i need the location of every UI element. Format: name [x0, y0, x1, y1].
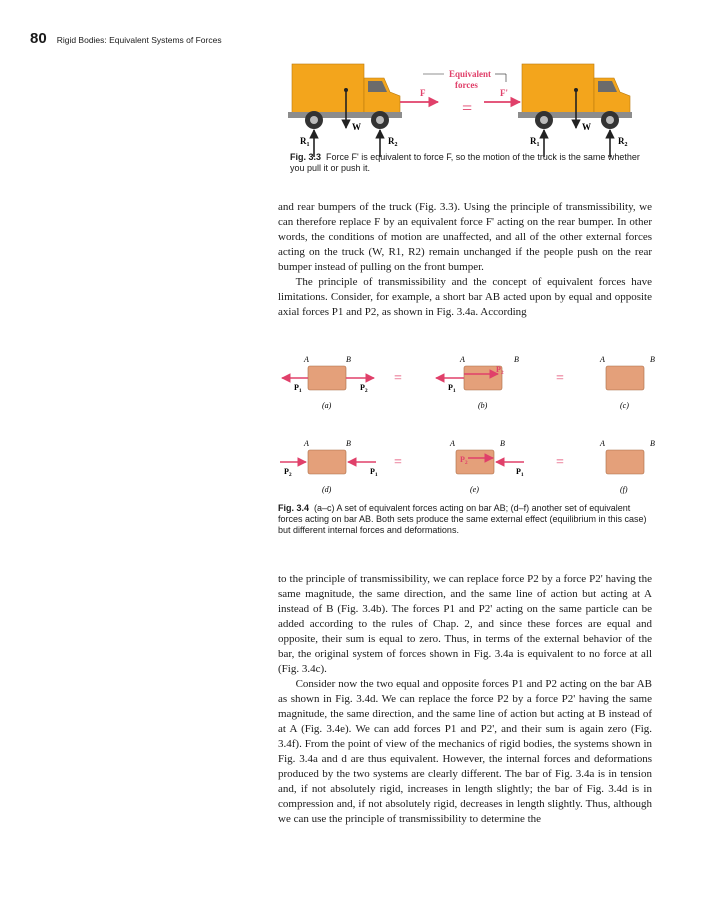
label-P2-a: $P_2$	[360, 383, 368, 394]
caption-label-3-4: Fig. 3.4	[278, 503, 310, 513]
equivalent-label: Equivalent	[449, 69, 492, 79]
truck-right	[518, 64, 632, 129]
bar-a	[282, 355, 374, 410]
text-block-1	[278, 200, 652, 320]
paragraph-1: and rear bumpers of the truck (Fig. 3.3). Using the principle of transmissibility, we can therefore replace F by an equivalent force F' acting on the rear bumper. In other words, the conditions of motion are unaffected, and all of the other external forces acting on the truck (W, R1, R2) remain unchanged if the people push on the rear bumper instead of pulling on the front bumper.	[278, 201, 652, 273]
label-B-b: B	[514, 355, 519, 364]
label-P2prime-e: $P_2$	[460, 455, 468, 466]
label-B-d: B	[346, 439, 351, 448]
forces-label: forces	[455, 80, 478, 90]
equals-sign-fig33: =	[462, 98, 473, 118]
text-block-2	[278, 572, 652, 827]
paragraph-2: The principle of transmissibility and the concept of equivalent forces have limitations. Consider, for example, a short bar AB acted upon by equal and opposite axial forces P1 and P2, as shown in Fig. 3.4a. According	[278, 276, 652, 318]
label-P2-d: $P_2$	[284, 467, 292, 478]
label-P2prime-b: $P_2$	[496, 365, 504, 376]
equals-4: =	[556, 455, 564, 470]
page-number: 80	[30, 30, 47, 47]
bar-f	[599, 439, 655, 494]
paragraph-3: to the principle of transmissibility, we can replace force P2 by a force P2' having the same magnitude, the same direction, and the same line of action but acting at A instead of B (Fig. 3.4b). The forces P1 and P2' acting on the same particle can be added according to the rules of Chap. 2, and since these forces are equal and opposite, their sum is equal to zero. Thus, in terms of the external behavior of the bar, the original system of forces shown in Fig. 3.4a is equivalent to no force at all (Fig. 3.4c).	[278, 573, 652, 675]
label-A-b: A	[460, 355, 465, 364]
caption-b: (b)	[478, 401, 488, 410]
equals-3: =	[394, 455, 402, 470]
label-B-f: B	[650, 439, 655, 448]
label-A-a: A	[304, 355, 309, 364]
label-P1-b: $P_1$	[448, 383, 456, 394]
equals-2: =	[556, 371, 564, 386]
truck-left	[288, 64, 402, 129]
figure-3-3-caption	[290, 152, 650, 174]
label-Fprime: F'	[500, 88, 508, 98]
figure-3-4-bars	[278, 350, 658, 500]
label-F: F	[420, 88, 426, 98]
label-A-e: A	[450, 439, 455, 448]
caption-text-3-3: Force F' is equivalent to force F, so the motion of the truck is the same whether you pull it or push it.	[290, 152, 640, 173]
label-P1-a: $P_1$	[294, 383, 302, 394]
label-P1-d: $P_1$	[370, 467, 378, 478]
label-B-c: B	[650, 355, 655, 364]
label-R2-right: $R_2$	[618, 136, 628, 148]
label-A-c: A	[600, 355, 605, 364]
page-header	[30, 30, 222, 50]
caption-label-3-3: Fig. 3.3	[290, 152, 322, 162]
bar-e	[449, 439, 524, 494]
label-A-d: A	[304, 439, 309, 448]
equals-1: =	[394, 371, 402, 386]
bar-b	[436, 355, 519, 410]
caption-text-3-4: (a–c) A set of equivalent forces acting on bar AB; (d–f) another set of equivalent forces acting on bar AB. Both sets produce the same external effect (equilibrium in this case) but different internal forces and deformations.	[278, 503, 647, 535]
label-R2-left: $R_2$	[388, 136, 398, 148]
caption-c: (c)	[620, 401, 629, 410]
paragraph-4: Consider now the two equal and opposite forces P1 and P2 acting on the bar AB as shown in Fig. 3.4d. We can replace the force P2 by a force P2' having the same magnitude, the same direction, and the same line of action but acting at B instead of at A (Fig. 3.4e). We can add forces P1 and P2', and their sum is again zero (Fig. 3.4f). From the point of view of the mechanics of rigid bodies, the systems shown in Fig. 3.4a and d are thus equivalent. However, the internal forces and deformations produced by the two systems are clearly different. The bar of Fig. 3.4a is in tension and, if not absolutely rigid, increases in length slightly; the bar of Fig. 3.4d is in compression and, if not absolutely rigid, decreases in length slightly. Thus, although we can use the principle of transmissibility to determine the	[278, 678, 652, 825]
label-W-right: W	[582, 122, 591, 132]
caption-e: (e)	[470, 485, 479, 494]
label-B-a: B	[346, 355, 351, 364]
label-W-left: W	[352, 122, 361, 132]
label-R1-right: $R_1$	[530, 136, 540, 148]
label-P1-e: $P_1$	[516, 467, 524, 478]
caption-d: (d)	[322, 485, 332, 494]
label-A-f: A	[600, 439, 605, 448]
chapter-title: Rigid Bodies: Equivalent Systems of Forces	[56, 35, 222, 45]
figure-3-4-caption	[278, 503, 648, 536]
bar-d	[280, 439, 378, 494]
label-B-e: B	[500, 439, 505, 448]
caption-f: (f)	[620, 485, 628, 494]
bar-c	[599, 355, 655, 410]
label-R1-left: $R_1$	[300, 136, 310, 148]
caption-a: (a)	[322, 401, 332, 410]
